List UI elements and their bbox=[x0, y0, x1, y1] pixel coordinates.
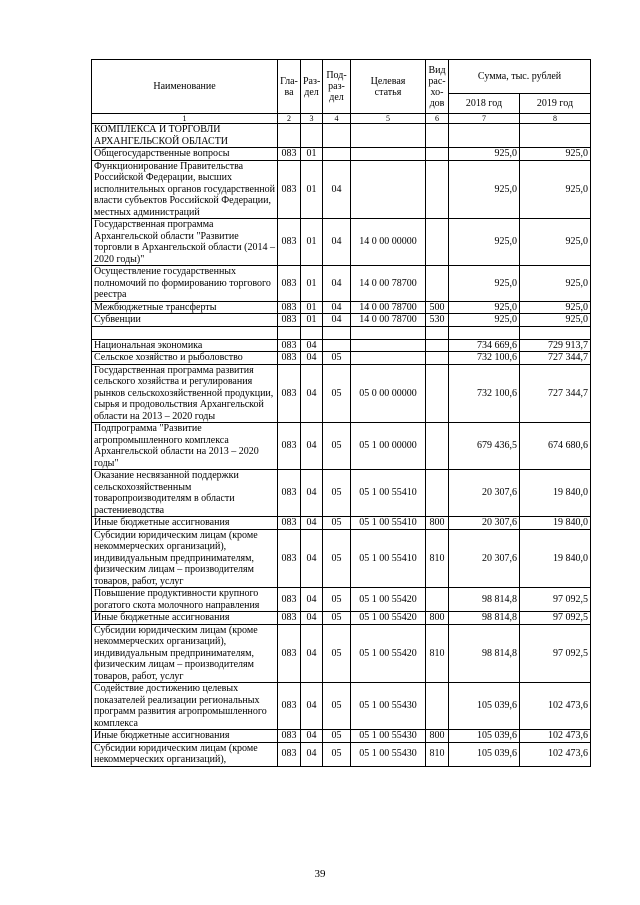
cell-sum-2018: 105 039,6 bbox=[449, 742, 520, 766]
cell-expense-type bbox=[426, 219, 449, 266]
cell-podrazdel: 05 bbox=[323, 683, 351, 730]
cell-razdel: 04 bbox=[301, 742, 323, 766]
cell-razdel: 04 bbox=[301, 339, 323, 352]
cell-glava: 083 bbox=[278, 364, 301, 423]
cell-expense-type bbox=[426, 423, 449, 470]
cell-sum-2018: 20 307,6 bbox=[449, 529, 520, 588]
cell-sum-2019: 925,0 bbox=[520, 219, 591, 266]
cell-razdel: 04 bbox=[301, 612, 323, 625]
table-row bbox=[92, 624, 591, 683]
cell-glava: 083 bbox=[278, 624, 301, 683]
table-row bbox=[92, 730, 591, 743]
column-number: 7 bbox=[449, 114, 520, 124]
table-row bbox=[92, 352, 591, 365]
cell-sum-2018: 925,0 bbox=[449, 314, 520, 327]
cell-expense-type bbox=[426, 326, 449, 339]
cell-target-article: 05 1 00 55410 bbox=[351, 517, 426, 530]
cell-sum-2018: 679 436,5 bbox=[449, 423, 520, 470]
cell-target-article: 05 1 00 55410 bbox=[351, 470, 426, 517]
cell-target-article: 05 1 00 55420 bbox=[351, 588, 426, 612]
cell-name: Сельское хозяйство и рыболовство bbox=[92, 352, 278, 365]
cell-razdel: 04 bbox=[301, 683, 323, 730]
cell-target-article: 14 0 00 00000 bbox=[351, 219, 426, 266]
table-row bbox=[92, 364, 591, 423]
budget-table bbox=[91, 59, 591, 767]
cell-razdel: 01 bbox=[301, 266, 323, 302]
cell-sum-2018: 98 814,8 bbox=[449, 588, 520, 612]
cell-sum-2019: 925,0 bbox=[520, 314, 591, 327]
cell-target-article: 05 1 00 55410 bbox=[351, 529, 426, 588]
cell-sum-2018 bbox=[449, 124, 520, 148]
cell-sum-2019: 727 344,7 bbox=[520, 364, 591, 423]
cell-podrazdel: 05 bbox=[323, 624, 351, 683]
cell-razdel: 04 bbox=[301, 517, 323, 530]
cell-sum-2018: 925,0 bbox=[449, 266, 520, 302]
cell-expense-type: 530 bbox=[426, 314, 449, 327]
cell-sum-2019: 729 913,7 bbox=[520, 339, 591, 352]
cell-sum-2019: 925,0 bbox=[520, 148, 591, 161]
cell-glava: 083 bbox=[278, 314, 301, 327]
cell-razdel bbox=[301, 326, 323, 339]
table-row bbox=[92, 742, 591, 766]
cell-podrazdel: 05 bbox=[323, 423, 351, 470]
cell-glava: 083 bbox=[278, 160, 301, 219]
cell-name: Субвенции bbox=[92, 314, 278, 327]
cell-expense-type: 800 bbox=[426, 730, 449, 743]
cell-razdel: 04 bbox=[301, 470, 323, 517]
cell-expense-type bbox=[426, 588, 449, 612]
cell-sum-2019: 674 680,6 bbox=[520, 423, 591, 470]
cell-razdel: 04 bbox=[301, 423, 323, 470]
column-number: 3 bbox=[301, 114, 323, 124]
table-body bbox=[92, 124, 591, 767]
cell-expense-type bbox=[426, 266, 449, 302]
cell-sum-2018: 925,0 bbox=[449, 219, 520, 266]
cell-target-article: 05 1 00 55430 bbox=[351, 730, 426, 743]
cell-podrazdel: 05 bbox=[323, 470, 351, 517]
cell-glava: 083 bbox=[278, 148, 301, 161]
column-number: 8 bbox=[520, 114, 591, 124]
cell-expense-type: 810 bbox=[426, 742, 449, 766]
cell-sum-2019: 97 092,5 bbox=[520, 612, 591, 625]
cell-target-article bbox=[351, 352, 426, 365]
column-number: 1 bbox=[92, 114, 278, 124]
cell-podrazdel: 05 bbox=[323, 517, 351, 530]
cell-name: Повышение продуктивности крупного рогатого скота молочного направления bbox=[92, 588, 278, 612]
cell-razdel: 01 bbox=[301, 314, 323, 327]
column-number: 6 bbox=[426, 114, 449, 124]
cell-podrazdel: 04 bbox=[323, 219, 351, 266]
column-number: 4 bbox=[323, 114, 351, 124]
cell-podrazdel: 05 bbox=[323, 529, 351, 588]
cell-target-article: 14 0 00 78700 bbox=[351, 266, 426, 302]
column-number: 2 bbox=[278, 114, 301, 124]
cell-glava: 083 bbox=[278, 352, 301, 365]
header-podrazdel: Под- раз- дел bbox=[323, 60, 351, 114]
cell-expense-type bbox=[426, 364, 449, 423]
cell-glava: 083 bbox=[278, 219, 301, 266]
cell-sum-2018 bbox=[449, 326, 520, 339]
cell-target-article bbox=[351, 148, 426, 161]
cell-expense-type bbox=[426, 148, 449, 161]
header-expense-type: Вид рас- хо- дов bbox=[426, 60, 449, 114]
table-row bbox=[92, 517, 591, 530]
cell-sum-2019: 102 473,6 bbox=[520, 683, 591, 730]
cell-expense-type bbox=[426, 683, 449, 730]
cell-target-article: 14 0 00 78700 bbox=[351, 314, 426, 327]
table-row bbox=[92, 612, 591, 625]
table-row bbox=[92, 470, 591, 517]
cell-razdel: 04 bbox=[301, 364, 323, 423]
cell-target-article bbox=[351, 160, 426, 219]
cell-razdel: 04 bbox=[301, 588, 323, 612]
table-row bbox=[92, 160, 591, 219]
cell-name: Иные бюджетные ассигнования bbox=[92, 517, 278, 530]
cell-razdel: 01 bbox=[301, 148, 323, 161]
cell-name: Содействие достижению целевых показателей реализации региональных программ развития агропромышленного комплекса bbox=[92, 683, 278, 730]
cell-glava: 083 bbox=[278, 529, 301, 588]
cell-podrazdel: 05 bbox=[323, 588, 351, 612]
table-row bbox=[92, 266, 591, 302]
table-row bbox=[92, 314, 591, 327]
cell-glava: 083 bbox=[278, 517, 301, 530]
cell-sum-2018: 20 307,6 bbox=[449, 517, 520, 530]
cell-podrazdel: 05 bbox=[323, 742, 351, 766]
table-row bbox=[92, 423, 591, 470]
cell-sum-2019 bbox=[520, 326, 591, 339]
cell-razdel: 04 bbox=[301, 730, 323, 743]
cell-name: Субсидии юридическим лицам (кроме некоммерческих организаций), bbox=[92, 742, 278, 766]
cell-name: Субсидии юридическим лицам (кроме некоммерческих организаций), индивидуальным предпринимателям, физическим лицам – производителям товаров, работ, услуг bbox=[92, 529, 278, 588]
cell-razdel: 04 bbox=[301, 624, 323, 683]
cell-glava bbox=[278, 124, 301, 148]
cell-podrazdel: 05 bbox=[323, 612, 351, 625]
cell-target-article: 05 0 00 00000 bbox=[351, 364, 426, 423]
cell-razdel: 01 bbox=[301, 301, 323, 314]
cell-podrazdel: 05 bbox=[323, 352, 351, 365]
cell-target-article: 14 0 00 78700 bbox=[351, 301, 426, 314]
cell-sum-2018: 925,0 bbox=[449, 301, 520, 314]
cell-podrazdel: 04 bbox=[323, 314, 351, 327]
cell-name: Оказание несвязанной поддержки сельскохозяйственным товаропроизводителям в области растениеводства bbox=[92, 470, 278, 517]
cell-name: Осуществление государственных полномочий по формированию торгового реестра bbox=[92, 266, 278, 302]
cell-razdel: 01 bbox=[301, 219, 323, 266]
cell-target-article bbox=[351, 326, 426, 339]
cell-sum-2019: 19 840,0 bbox=[520, 529, 591, 588]
cell-podrazdel bbox=[323, 339, 351, 352]
cell-glava: 083 bbox=[278, 730, 301, 743]
header-target-article: Целевая статья bbox=[351, 60, 426, 114]
cell-sum-2019: 97 092,5 bbox=[520, 588, 591, 612]
table-row bbox=[92, 529, 591, 588]
cell-sum-2019: 925,0 bbox=[520, 301, 591, 314]
cell-sum-2018: 105 039,6 bbox=[449, 683, 520, 730]
cell-podrazdel bbox=[323, 148, 351, 161]
table-row bbox=[92, 339, 591, 352]
cell-sum-2018: 925,0 bbox=[449, 148, 520, 161]
cell-sum-2019: 19 840,0 bbox=[520, 470, 591, 517]
cell-name: Межбюджетные трансферты bbox=[92, 301, 278, 314]
cell-expense-type bbox=[426, 160, 449, 219]
cell-sum-2019: 97 092,5 bbox=[520, 624, 591, 683]
cell-glava bbox=[278, 326, 301, 339]
cell-target-article: 05 1 00 55420 bbox=[351, 624, 426, 683]
cell-glava: 083 bbox=[278, 470, 301, 517]
cell-podrazdel: 04 bbox=[323, 301, 351, 314]
cell-name: Общегосударственные вопросы bbox=[92, 148, 278, 161]
cell-name: Государственная программа Архангельской области "Развитие торговли в Архангельской области (2014 – 2020 годы)" bbox=[92, 219, 278, 266]
header-year-2018: 2018 год bbox=[449, 94, 520, 114]
cell-razdel: 04 bbox=[301, 352, 323, 365]
cell-glava: 083 bbox=[278, 612, 301, 625]
cell-name: Государственная программа развития сельского хозяйства и регулирования рынков сельскохозяйственной продукции, сырья и продовольствия Архангельской области на 2013 – 2020 годы bbox=[92, 364, 278, 423]
cell-glava: 083 bbox=[278, 266, 301, 302]
cell-name: Иные бюджетные ассигнования bbox=[92, 730, 278, 743]
cell-target-article bbox=[351, 339, 426, 352]
cell-podrazdel bbox=[323, 326, 351, 339]
table-header bbox=[92, 60, 591, 124]
cell-glava: 083 bbox=[278, 339, 301, 352]
cell-razdel: 04 bbox=[301, 529, 323, 588]
cell-sum-2019: 19 840,0 bbox=[520, 517, 591, 530]
cell-expense-type: 810 bbox=[426, 624, 449, 683]
cell-razdel bbox=[301, 124, 323, 148]
cell-expense-type: 800 bbox=[426, 517, 449, 530]
cell-expense-type: 810 bbox=[426, 529, 449, 588]
cell-target-article: 05 1 00 55420 bbox=[351, 612, 426, 625]
table-row bbox=[92, 219, 591, 266]
cell-glava: 083 bbox=[278, 588, 301, 612]
cell-expense-type bbox=[426, 124, 449, 148]
cell-sum-2018: 925,0 bbox=[449, 160, 520, 219]
cell-podrazdel: 05 bbox=[323, 364, 351, 423]
cell-name: Иные бюджетные ассигнования bbox=[92, 612, 278, 625]
cell-target-article: 05 1 00 00000 bbox=[351, 423, 426, 470]
cell-sum-2019: 727 344,7 bbox=[520, 352, 591, 365]
cell-sum-2018: 98 814,8 bbox=[449, 612, 520, 625]
column-number: 5 bbox=[351, 114, 426, 124]
cell-podrazdel: 04 bbox=[323, 160, 351, 219]
cell-sum-2019: 102 473,6 bbox=[520, 730, 591, 743]
cell-sum-2018: 732 100,6 bbox=[449, 364, 520, 423]
cell-target-article: 05 1 00 55430 bbox=[351, 742, 426, 766]
table-row bbox=[92, 124, 591, 148]
cell-sum-2019 bbox=[520, 124, 591, 148]
cell-sum-2018: 732 100,6 bbox=[449, 352, 520, 365]
cell-name: КОМПЛЕКСА И ТОРГОВЛИ АРХАНГЕЛЬСКОЙ ОБЛАСТИ bbox=[92, 124, 278, 148]
cell-name: Функционирование Правительства Российской Федерации, высших исполнительных органов государственной власти субъектов Российской Федерации, местных администраций bbox=[92, 160, 278, 219]
table-row bbox=[92, 683, 591, 730]
cell-glava: 083 bbox=[278, 742, 301, 766]
header-name: Наименование bbox=[92, 60, 278, 114]
cell-sum-2019: 102 473,6 bbox=[520, 742, 591, 766]
cell-expense-type: 800 bbox=[426, 612, 449, 625]
cell-target-article: 05 1 00 55430 bbox=[351, 683, 426, 730]
cell-glava: 083 bbox=[278, 301, 301, 314]
header-glava: Гла- ва bbox=[278, 60, 301, 114]
page-number: 39 bbox=[314, 868, 326, 880]
table-row bbox=[92, 326, 591, 339]
cell-expense-type bbox=[426, 352, 449, 365]
cell-razdel: 01 bbox=[301, 160, 323, 219]
table-row bbox=[92, 148, 591, 161]
cell-sum-2018: 20 307,6 bbox=[449, 470, 520, 517]
header-sum: Сумма, тыс. рублей bbox=[449, 60, 591, 94]
cell-sum-2018: 734 669,6 bbox=[449, 339, 520, 352]
cell-name: Субсидии юридическим лицам (кроме некоммерческих организаций), индивидуальным предпринимателям, физическим лицам – производителям товаров, работ, услуг bbox=[92, 624, 278, 683]
cell-name: Национальная экономика bbox=[92, 339, 278, 352]
cell-sum-2018: 105 039,6 bbox=[449, 730, 520, 743]
cell-sum-2019: 925,0 bbox=[520, 266, 591, 302]
cell-podrazdel: 05 bbox=[323, 730, 351, 743]
cell-expense-type: 500 bbox=[426, 301, 449, 314]
table-row bbox=[92, 588, 591, 612]
cell-target-article bbox=[351, 124, 426, 148]
cell-expense-type bbox=[426, 339, 449, 352]
cell-glava: 083 bbox=[278, 683, 301, 730]
cell-podrazdel: 04 bbox=[323, 266, 351, 302]
cell-podrazdel bbox=[323, 124, 351, 148]
cell-expense-type bbox=[426, 470, 449, 517]
header-razdel: Раз- дел bbox=[301, 60, 323, 114]
header-year-2019: 2019 год bbox=[520, 94, 591, 114]
table-row bbox=[92, 301, 591, 314]
cell-name bbox=[92, 326, 278, 339]
cell-sum-2019: 925,0 bbox=[520, 160, 591, 219]
cell-sum-2018: 98 814,8 bbox=[449, 624, 520, 683]
cell-name: Подпрограмма "Развитие агропромышленного комплекса Архангельской области на 2013 – 2020 годы" bbox=[92, 423, 278, 470]
cell-glava: 083 bbox=[278, 423, 301, 470]
column-numbers-row bbox=[92, 114, 591, 124]
